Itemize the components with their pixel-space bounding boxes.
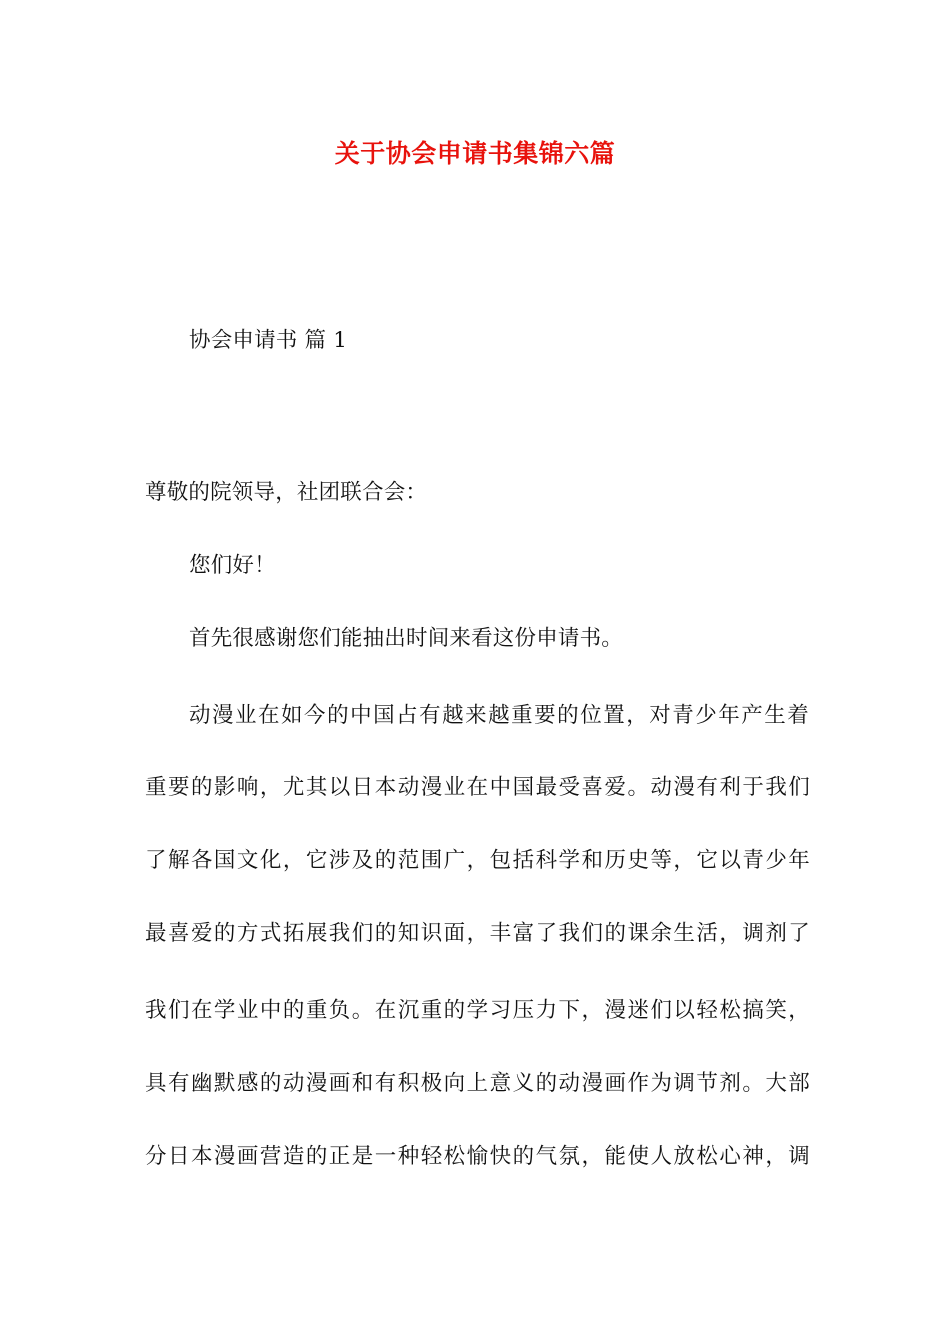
greeting: 您们好！ xyxy=(189,553,276,578)
document-title: 关于协会申请书集锦六篇 xyxy=(334,139,616,168)
paragraph-line: 最喜爱的方式拓展我们的知识面，丰富了我们的课余生活，调剂了 xyxy=(145,921,810,946)
paragraph-line: 分日本漫画营造的正是一种轻松愉快的气氛，能使人放松心神，调 xyxy=(145,1144,810,1169)
salutation: 尊敬的院领导，社团联合会： xyxy=(145,480,428,505)
section-heading: 协会申请书 篇 1 xyxy=(189,328,348,353)
paragraph-line: 我们在学业中的重负。在沉重的学习压力下，漫迷们以轻松搞笑， xyxy=(145,998,810,1023)
paragraph-line: 具有幽默感的动漫画和有积极向上意义的动漫画作为调节剂。大部 xyxy=(145,1071,810,1096)
paragraph-line: 了解各国文化，它涉及的范围广，包括科学和历史等，它以青少年 xyxy=(145,848,810,873)
paragraph-intro: 首先很感谢您们能抽出时间来看这份申请书。 xyxy=(189,626,624,651)
paragraph-line: 动漫业在如今的中国占有越来越重要的位置，对青少年产生着 xyxy=(189,703,809,728)
paragraph-line: 重要的影响，尤其以日本动漫业在中国最受喜爱。动漫有利于我们 xyxy=(145,775,810,800)
